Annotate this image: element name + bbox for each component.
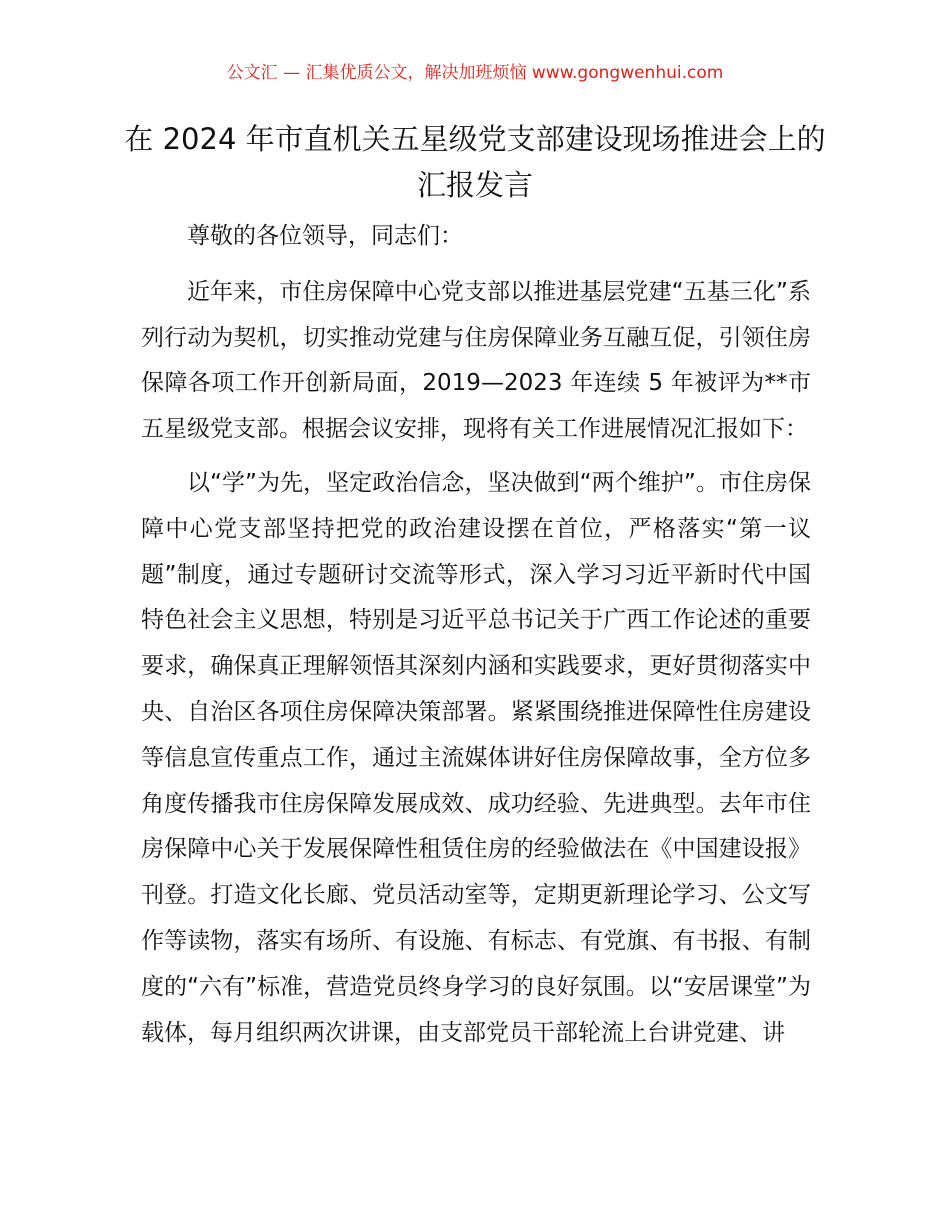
paragraph-study-first: 以“学”为先，坚定政治信念，坚决做到“两个维护”。市住房保障中心党支部坚持把党的政治建设摆在首位，严格落实“第一议题”制度，通过专题研讨交流等形式，深入学习习近平新时代中国特色社会主义思想，特别是习近平总书记关于广西工作论述的重要要求，确保真正理解领悟其深刻内涵和实践要求，更好贯彻落实中央、自治区各项住房保障决策部署。紧紧围绕推进保障性住房建设等信息宣传重点工作，通过主流媒体讲好住房保障故事，全方位多角度传播我市住房保障发展成效、成功经验、先进典型。去年市住房保障中心关于发展保障性租赁住房的经验做法在《中国建设报》刊登。打造文化长廊、党员活动室等，定期更新理论学习、公文写作等读物，落实有场所、有设施、有标志、有党旗、有书报、有制度的“六有”标准，营造党员终身学习的良好氛围。以“安居课堂”为载体，每月组织两次讲课，由支部党员干部轮流上台讲党建、讲 [141, 469, 811, 1046]
paragraph-intro: 近年来，市住房保障中心党支部以推进基层党建“五基三化”系列行动为契机，切实推动党建与住房保障业务互融互促，引领住房保障各项工作开创新局面，2019—2023 年连续 5 年被评为**市五星级党支部。根据会议安排，现将有关工作进展情况汇报如下： [141, 278, 811, 443]
salutation: 尊敬的各位领导，同志们： [187, 223, 463, 249]
document-body [141, 214, 811, 1064]
site-banner: 公文汇 — 汇集优质公文，解决加班烦恼 www.gongwenhui.com [226, 63, 724, 83]
document-title: 在 2024 年市直机关五星级党支部建设现场推进会上的汇报发言 [124, 122, 826, 202]
